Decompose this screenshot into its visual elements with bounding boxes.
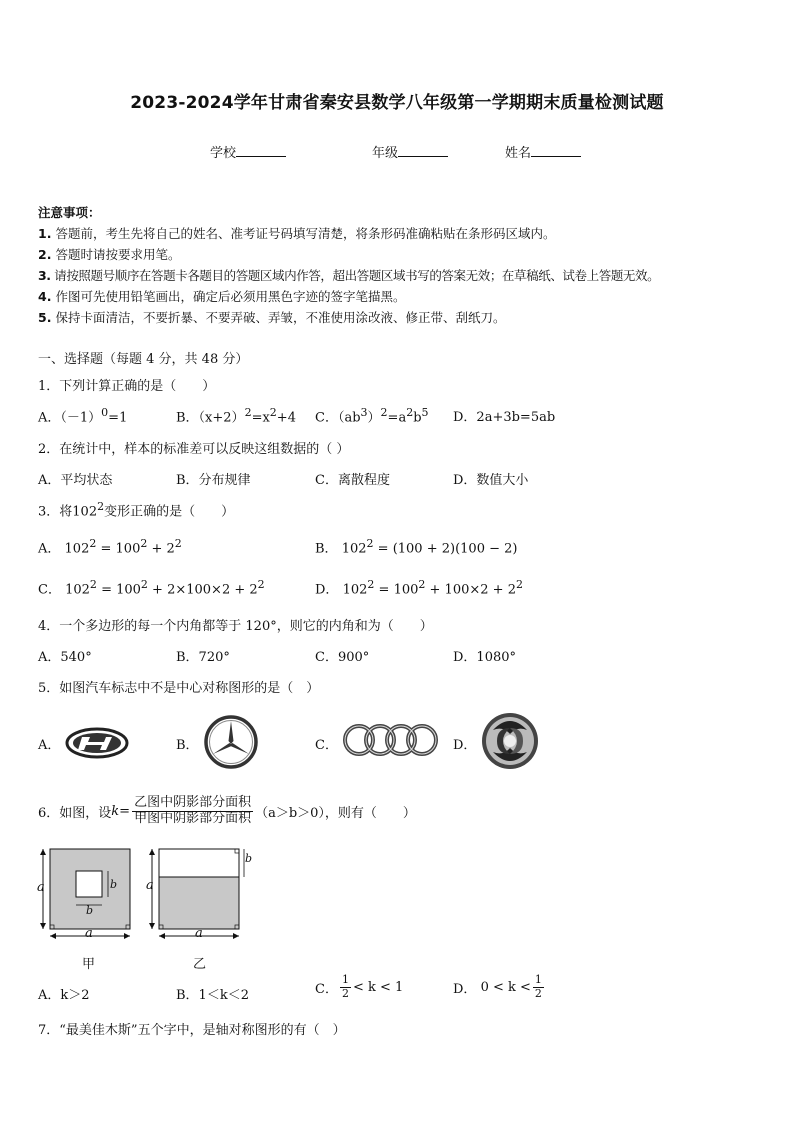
question-2-option-b: B．分布规律: [176, 473, 251, 488]
audi-logo-icon: [339, 722, 443, 758]
note-item: 2. 答题时请按要求用笔。: [38, 247, 181, 262]
question-1-stem: 1．下列计算正确的是（ ）: [38, 379, 216, 394]
question-3-option-a: A． $102^2 = 100^2 + 2^2$: [38, 537, 182, 557]
notes-heading: 注意事项：: [38, 205, 101, 220]
name-blank: [531, 144, 581, 157]
question-6-stem: 6．如图，设 k= $\frac{\text{乙图中阴影部分面积}}{\text{甲图中阴影部分面积}}$ （a＞b＞0），则有（ ）: [38, 795, 416, 826]
figure-jia-inner-bottom-label: b: [86, 904, 94, 917]
question-6-option-c: C． $\frac{1}{2}$ < k < 1: [315, 973, 404, 1000]
figure-yi-caption: 乙: [193, 957, 207, 972]
grade-blank: [398, 144, 448, 157]
school-blank: [236, 144, 286, 157]
figure-jia-inner-side-label: b: [110, 878, 118, 891]
question-6-option-a: A．k＞2: [38, 988, 90, 1003]
question-2-option-d: D．数值大小: [453, 473, 529, 488]
question-3-option-d: D． $102^2 = 100^2 + 100\times 2 + 2^2$: [315, 578, 523, 598]
note-item: 5. 保持卡面清洁，不要折暴、不要弄破、弄皱，不准使用涂改液、修正带、刮纸刀。: [38, 310, 506, 325]
figure-yi-strip-label: b: [245, 852, 253, 865]
name-field: [505, 142, 581, 161]
figure-yi-bottom-label: a: [195, 926, 203, 941]
question-4-stem: 4．一个多边形的每一个内角都等于 120°，则它的内角和为（ ）: [38, 619, 433, 634]
question-6-option-d: D． 0 < k < $\frac{1}{2}$: [453, 973, 542, 1000]
question-4-option-c: C．900°: [315, 650, 370, 665]
page-title: 2023-2024学年甘肃省秦安县数学八年级第一学期期末质量检测试题: [130, 93, 664, 113]
figure-jia-caption: 甲: [82, 957, 96, 972]
figure-yi-side-label: a: [146, 878, 154, 893]
figure-jia-bottom-label: a: [85, 926, 93, 941]
note-item: 3. 请按照题号顺序在答题卡各题目的答题区域内作答，超出答题区域书写的答案无效；在草稿纸、试卷上答题无效。: [38, 268, 660, 283]
question-1-option-b: B．$(x+2)^2=x^2+4$: [176, 406, 296, 426]
school-label: 学校: [210, 146, 237, 161]
question-3-option-c: C． $102^2 = 100^2 + 2\times 100\times 2 + 2^2$: [38, 578, 265, 598]
grade-field: [372, 142, 448, 161]
question-7-stem: 7．“最美佳木斯”五个字中，是轴对称图形的有（ ）: [38, 1023, 346, 1038]
question-6-option-b: B．1＜k＜2: [176, 988, 249, 1003]
figure-jia-side-label: a: [37, 880, 45, 895]
question-5-label-b: B．: [176, 738, 199, 753]
question-4-option-b: B．720°: [176, 650, 230, 665]
question-1-option-d: D．2a+3b=5ab: [453, 410, 556, 425]
question-5-label-a: A．: [38, 738, 61, 753]
swirl-logo-icon: [479, 710, 541, 772]
question-3-stem: 3．将$102^2$变形正确的是（ ）: [38, 500, 235, 520]
question-2-option-c: C．离散程度: [315, 473, 390, 488]
area-ratio-fraction: $\frac{\text{乙图中阴影部分面积}}{\text{甲图中阴影部分面积}}$: [134, 795, 252, 826]
question-5-label-d: D．: [453, 738, 477, 753]
note-item: 4. 作图可先使用铅笔画出，确定后必须用黑色字迹的签字笔描黑。: [38, 289, 406, 304]
question-4-option-d: D．1080°: [453, 650, 517, 665]
school-field: [210, 142, 286, 161]
question-1-option-c: C．$(ab^3)^2=a^2b^5$: [315, 406, 429, 426]
question-5-stem: 5．如图汽车标志中不是中心对称图形的是（ ）: [38, 681, 320, 696]
section-heading: 一、选择题（每题 4 分，共 48 分）: [38, 352, 249, 367]
question-3-option-b: B． $102^2 = (100 + 2)(100 - 2)$: [315, 537, 518, 557]
question-4-option-a: A．540°: [38, 650, 92, 665]
name-label: 姓名: [505, 146, 532, 161]
question-1-option-a: A．$(-1)^0=1$: [38, 406, 128, 426]
question-5-label-c: C．: [315, 738, 338, 753]
question-2-option-a: A．平均状态: [38, 473, 113, 488]
grade-label: 年级: [372, 146, 399, 161]
note-item: 1. 答题前，考生先将自己的姓名、准考证号码填写清楚，将条形码准确粘贴在条形码区域内。: [38, 226, 556, 241]
hyundai-logo-icon: [64, 726, 130, 760]
mercedes-logo-icon: [203, 714, 259, 770]
question-2-stem: 2．在统计中，样本的标准差可以反映这组数据的（ ）: [38, 442, 350, 457]
